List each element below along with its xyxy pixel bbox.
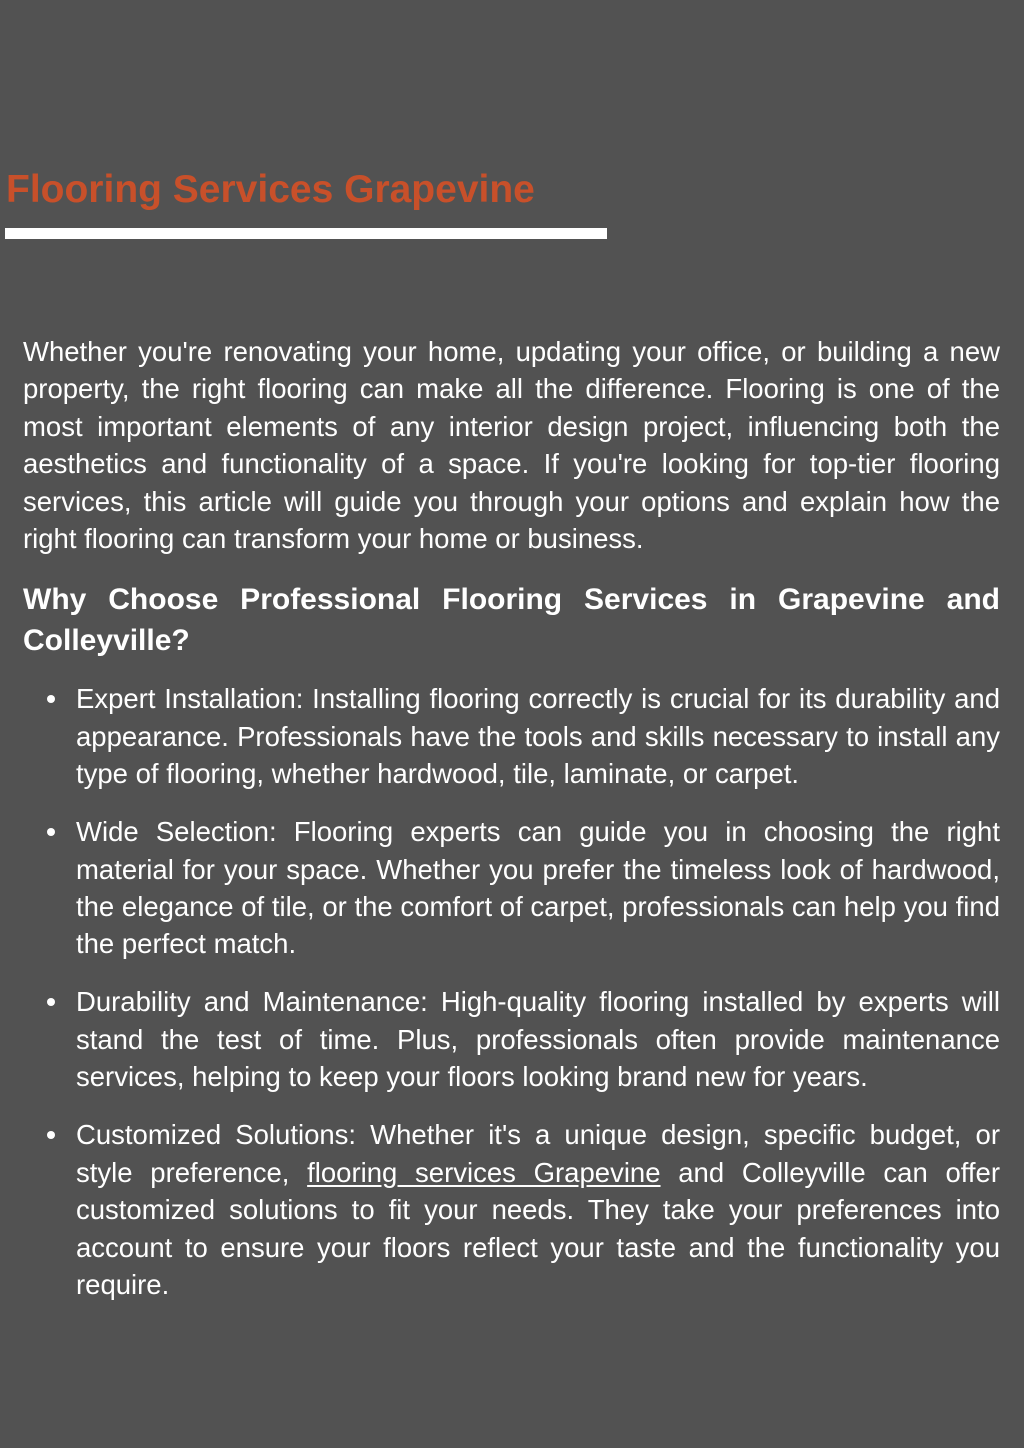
intro-paragraph: Whether you're renovating your home, updating your office, or building a new property, the right flooring can make all the difference. Flooring is one of the most important elements of any interior design project, influencing both the aesthetics and functionality of a space. If you're looking for top-tier flooring services, this article will guide you through your options and explain how the right flooring can transform your home or business. bbox=[23, 336, 1000, 555]
list-item-text-after: and Colleyville can offer customized solutions to fit your needs. They take your preferences into account to ensure your floors reflect your taste and the functionality you require. bbox=[76, 1156, 1001, 1300]
benefits-list bbox=[23, 680, 1000, 1303]
flooring-services-link[interactable]: flooring services Grapevine bbox=[307, 1156, 661, 1188]
page-title: Flooring Services Grapevine bbox=[6, 168, 535, 211]
list-item bbox=[23, 813, 1000, 963]
bullet-icon bbox=[47, 998, 55, 1006]
article-body bbox=[23, 333, 1000, 1324]
list-item-text: Durability and Maintenance: High-quality flooring installed by experts will stand the test of time. Plus, professionals often provide maintenance services, helping to keep your floors looking brand new for years. bbox=[76, 986, 1000, 1093]
list-item-text-before: Customized Solutions: Whether it's a unique design, specific budget, or style preference, bbox=[76, 1119, 1000, 1188]
list-item bbox=[23, 983, 1000, 1095]
bullet-icon bbox=[47, 828, 55, 836]
list-item bbox=[23, 680, 1000, 792]
list-item-text: Wide Selection: Flooring experts can guide you in choosing the right material for your space. Whether you prefer the timeless look of hardwood, the elegance of tile, or the comfort of carpet, professionals can help you find the perfect match. bbox=[76, 816, 1000, 960]
title-underline bbox=[5, 228, 607, 239]
list-item bbox=[23, 1116, 1000, 1303]
section-heading: Why Choose Professional Flooring Services in Grapevine and Colleyville? bbox=[23, 583, 1000, 658]
bullet-icon bbox=[47, 1131, 55, 1139]
bullet-icon bbox=[47, 695, 55, 703]
list-item-text: Expert Installation: Installing flooring correctly is crucial for its durability and appearance. Professionals have the tools and skills necessary to install any type of flooring, whether hardwood, tile, laminate, or carpet. bbox=[76, 683, 1000, 790]
